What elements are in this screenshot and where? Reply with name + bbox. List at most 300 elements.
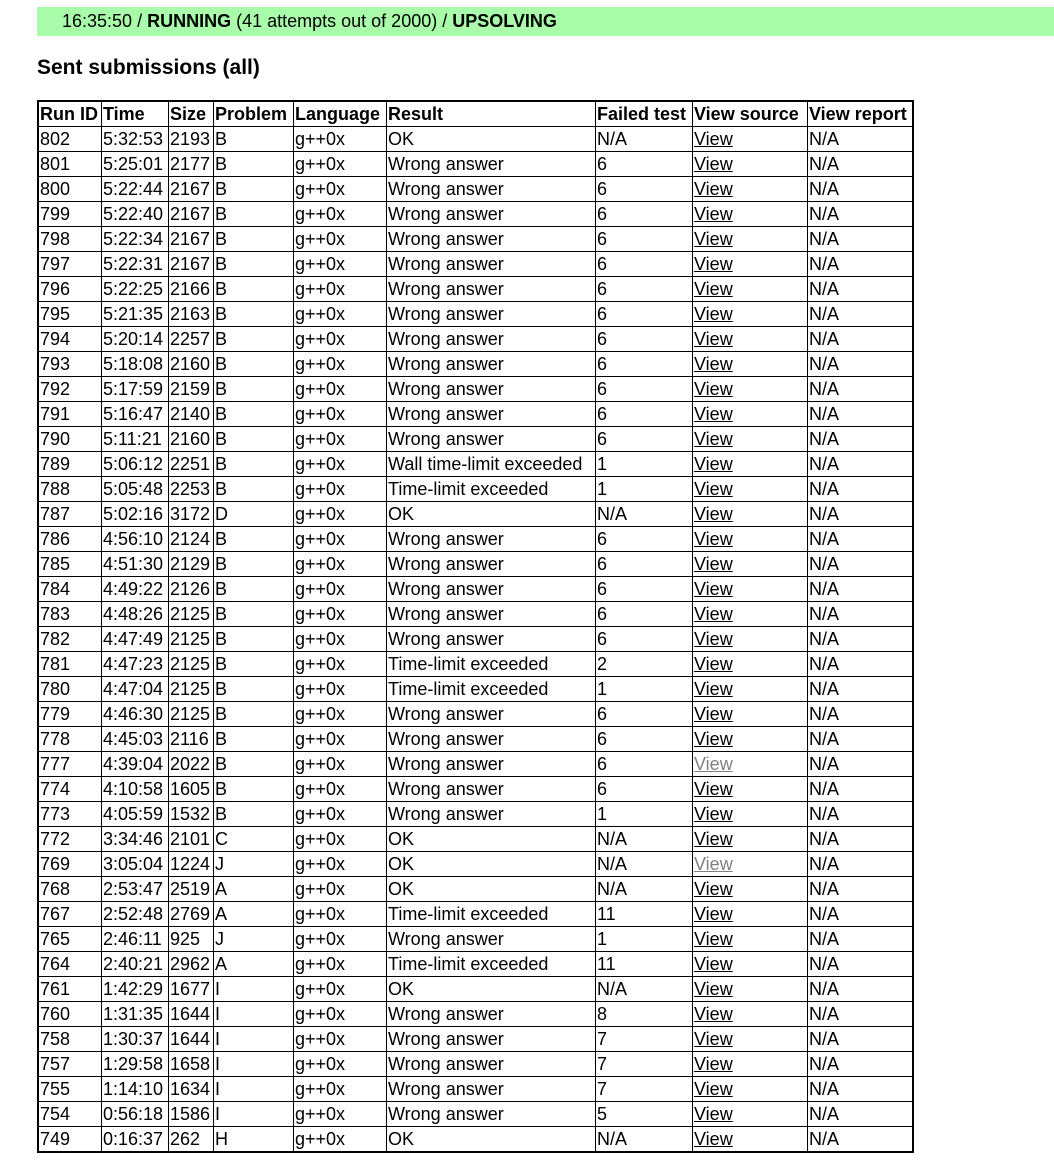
cell-view-source [693, 302, 808, 327]
table-row [38, 1127, 913, 1153]
cell-size: 2519 [169, 877, 214, 902]
table-row [38, 277, 913, 302]
cell-view-report: N/A [808, 177, 914, 202]
cell-view-source [693, 1027, 808, 1052]
cell-failed-test: 6 [596, 552, 693, 577]
view-source-link[interactable]: View [694, 754, 733, 774]
cell-view-source [693, 852, 808, 877]
cell-language: g++0x [294, 302, 387, 327]
cell-view-report: N/A [808, 1102, 914, 1127]
cell-failed-test: 6 [596, 252, 693, 277]
view-source-link[interactable]: View [694, 329, 733, 349]
cell-view-source [693, 452, 808, 477]
contest-status-bar [37, 7, 1054, 36]
cell-run-id: 774 [38, 777, 102, 802]
cell-size: 2160 [169, 352, 214, 377]
cell-result: OK [387, 852, 596, 877]
cell-result: Wrong answer [387, 177, 596, 202]
table-row [38, 602, 913, 627]
header-failed-test: Failed test [596, 101, 693, 127]
view-source-link[interactable]: View [694, 179, 733, 199]
cell-problem: C [214, 827, 294, 852]
cell-language: g++0x [294, 527, 387, 552]
table-row [38, 627, 913, 652]
cell-result: Wall time-limit exceeded [387, 452, 596, 477]
cell-view-source [693, 527, 808, 552]
cell-run-id: 781 [38, 652, 102, 677]
cell-problem: I [214, 1077, 294, 1102]
cell-run-id: 772 [38, 827, 102, 852]
cell-run-id: 757 [38, 1052, 102, 1077]
cell-time: 1:30:37 [102, 1027, 169, 1052]
cell-language: g++0x [294, 377, 387, 402]
cell-problem: B [214, 702, 294, 727]
table-row [38, 202, 913, 227]
cell-language: g++0x [294, 852, 387, 877]
view-source-link[interactable]: View [694, 529, 733, 549]
cell-view-report: N/A [808, 677, 914, 702]
cell-run-id: 768 [38, 877, 102, 902]
cell-run-id: 785 [38, 552, 102, 577]
cell-run-id: 797 [38, 252, 102, 277]
cell-result: Wrong answer [387, 777, 596, 802]
cell-result: Time-limit exceeded [387, 677, 596, 702]
view-source-link[interactable]: View [694, 129, 733, 149]
table-row [38, 952, 913, 977]
cell-view-report: N/A [808, 552, 914, 577]
cell-run-id: 787 [38, 502, 102, 527]
cell-problem: B [214, 202, 294, 227]
cell-problem: B [214, 777, 294, 802]
table-row [38, 177, 913, 202]
table-row [38, 252, 913, 277]
cell-result: Wrong answer [387, 1077, 596, 1102]
cell-failed-test: 7 [596, 1052, 693, 1077]
cell-time: 4:47:49 [102, 627, 169, 652]
cell-failed-test: N/A [596, 1127, 693, 1153]
cell-problem: B [214, 652, 294, 677]
cell-language: g++0x [294, 402, 387, 427]
cell-run-id: 779 [38, 702, 102, 727]
cell-run-id: 783 [38, 602, 102, 627]
cell-failed-test: N/A [596, 827, 693, 852]
cell-run-id: 773 [38, 802, 102, 827]
cell-failed-test: 6 [596, 427, 693, 452]
cell-view-report: N/A [808, 377, 914, 402]
cell-problem: B [214, 352, 294, 377]
cell-language: g++0x [294, 827, 387, 852]
cell-failed-test: 6 [596, 177, 693, 202]
view-source-link[interactable]: View [694, 979, 733, 999]
table-row [38, 577, 913, 602]
view-source-link[interactable]: View [694, 554, 733, 574]
table-row [38, 727, 913, 752]
cell-problem: B [214, 452, 294, 477]
cell-view-source [693, 427, 808, 452]
cell-language: g++0x [294, 702, 387, 727]
cell-size: 2253 [169, 477, 214, 502]
cell-result: Wrong answer [387, 527, 596, 552]
cell-time: 5:25:01 [102, 152, 169, 177]
view-source-link[interactable]: View [694, 954, 733, 974]
cell-failed-test: 11 [596, 952, 693, 977]
cell-problem: A [214, 902, 294, 927]
table-row [38, 827, 913, 852]
table-row [38, 1052, 913, 1077]
cell-run-id: 792 [38, 377, 102, 402]
cell-size: 3172 [169, 502, 214, 527]
cell-result: Wrong answer [387, 627, 596, 652]
view-source-link[interactable]: View [694, 1054, 733, 1074]
view-source-link[interactable]: View [694, 779, 733, 799]
cell-size: 1586 [169, 1102, 214, 1127]
cell-run-id: 755 [38, 1077, 102, 1102]
cell-view-report: N/A [808, 227, 914, 252]
cell-result: OK [387, 977, 596, 1002]
view-source-link[interactable]: View [694, 404, 733, 424]
cell-failed-test: 1 [596, 477, 693, 502]
cell-result: Wrong answer [387, 552, 596, 577]
cell-view-source [693, 477, 808, 502]
cell-language: g++0x [294, 927, 387, 952]
cell-language: g++0x [294, 177, 387, 202]
table-row [38, 302, 913, 327]
view-source-link[interactable]: View [694, 904, 733, 924]
cell-result: Wrong answer [387, 402, 596, 427]
cell-result: Wrong answer [387, 1002, 596, 1027]
cell-view-source [693, 577, 808, 602]
cell-result: OK [387, 502, 596, 527]
cell-language: g++0x [294, 277, 387, 302]
cell-run-id: 778 [38, 727, 102, 752]
cell-run-id: 794 [38, 327, 102, 352]
cell-view-report: N/A [808, 952, 914, 977]
cell-view-report: N/A [808, 127, 914, 152]
view-source-link[interactable]: View [694, 1004, 733, 1024]
view-source-link[interactable]: View [694, 1029, 733, 1049]
cell-run-id: 767 [38, 902, 102, 927]
cell-view-source [693, 927, 808, 952]
cell-time: 2:40:21 [102, 952, 169, 977]
cell-size: 2166 [169, 277, 214, 302]
cell-result: Wrong answer [387, 1102, 596, 1127]
cell-view-source [693, 552, 808, 577]
cell-run-id: 764 [38, 952, 102, 977]
cell-size: 1644 [169, 1002, 214, 1027]
cell-time: 1:14:10 [102, 1077, 169, 1102]
cell-problem: B [214, 677, 294, 702]
table-row [38, 452, 913, 477]
cell-failed-test: 6 [596, 627, 693, 652]
view-source-link[interactable]: View [694, 854, 733, 874]
cell-view-report: N/A [808, 427, 914, 452]
cell-view-source [693, 202, 808, 227]
cell-failed-test: 2 [596, 652, 693, 677]
attempts-count: (41 attempts out of 2000) [231, 11, 438, 31]
cell-problem: B [214, 802, 294, 827]
cell-view-source [693, 752, 808, 777]
cell-time: 3:05:04 [102, 852, 169, 877]
cell-problem: D [214, 502, 294, 527]
header-run-id: Run ID [38, 101, 102, 127]
view-source-link[interactable]: View [694, 829, 733, 849]
cell-problem: I [214, 1027, 294, 1052]
view-source-link[interactable]: View [694, 629, 733, 649]
cell-run-id: 769 [38, 852, 102, 877]
view-source-link[interactable]: View [694, 229, 733, 249]
cell-failed-test: 6 [596, 327, 693, 352]
cell-language: g++0x [294, 652, 387, 677]
cell-view-report: N/A [808, 352, 914, 377]
cell-failed-test: 6 [596, 752, 693, 777]
cell-time: 2:53:47 [102, 877, 169, 902]
cell-view-report: N/A [808, 877, 914, 902]
view-source-link[interactable]: View [694, 254, 733, 274]
cell-view-source [693, 727, 808, 752]
cell-view-report: N/A [808, 627, 914, 652]
view-source-link[interactable]: View [694, 454, 733, 474]
header-problem: Problem [214, 101, 294, 127]
view-source-link[interactable]: View [694, 804, 733, 824]
view-source-link[interactable]: View [694, 729, 733, 749]
cell-view-report: N/A [808, 1002, 914, 1027]
cell-view-source [693, 827, 808, 852]
view-source-link[interactable]: View [694, 704, 733, 724]
cell-view-report: N/A [808, 727, 914, 752]
table-row [38, 127, 913, 152]
cell-view-source [693, 877, 808, 902]
cell-result: Wrong answer [387, 202, 596, 227]
cell-view-source [693, 602, 808, 627]
cell-view-source [693, 677, 808, 702]
cell-view-source [693, 1102, 808, 1127]
view-source-link[interactable]: View [694, 379, 733, 399]
cell-view-source [693, 127, 808, 152]
cell-problem: B [214, 327, 294, 352]
view-source-link[interactable]: View [694, 929, 733, 949]
cell-problem: B [214, 177, 294, 202]
cell-run-id: 788 [38, 477, 102, 502]
cell-result: Wrong answer [387, 927, 596, 952]
cell-problem: I [214, 977, 294, 1002]
cell-language: g++0x [294, 627, 387, 652]
cell-failed-test: 6 [596, 602, 693, 627]
cell-time: 4:49:22 [102, 577, 169, 602]
view-source-link[interactable]: View [694, 429, 733, 449]
cell-view-source [693, 652, 808, 677]
cell-time: 5:22:34 [102, 227, 169, 252]
view-source-link[interactable]: View [694, 504, 733, 524]
cell-result: OK [387, 1127, 596, 1153]
cell-view-source [693, 152, 808, 177]
view-source-link[interactable]: View [694, 479, 733, 499]
cell-time: 5:22:25 [102, 277, 169, 302]
cell-view-report: N/A [808, 577, 914, 602]
cell-view-source [693, 777, 808, 802]
cell-size: 1224 [169, 852, 214, 877]
cell-time: 5:06:12 [102, 452, 169, 477]
cell-language: g++0x [294, 477, 387, 502]
table-row [38, 327, 913, 352]
cell-result: Wrong answer [387, 1052, 596, 1077]
cell-problem: I [214, 1002, 294, 1027]
cell-time: 5:20:14 [102, 327, 169, 352]
table-row [38, 877, 913, 902]
cell-view-report: N/A [808, 452, 914, 477]
view-source-link[interactable]: View [694, 279, 733, 299]
view-source-link[interactable]: View [694, 679, 733, 699]
table-row [38, 552, 913, 577]
cell-view-report: N/A [808, 152, 914, 177]
view-source-link[interactable]: View [694, 654, 733, 674]
cell-problem: B [214, 127, 294, 152]
cell-language: g++0x [294, 1102, 387, 1127]
cell-view-source [693, 952, 808, 977]
table-row [38, 752, 913, 777]
cell-view-source [693, 177, 808, 202]
cell-view-source [693, 352, 808, 377]
view-source-link[interactable]: View [694, 1104, 733, 1124]
cell-failed-test: 6 [596, 227, 693, 252]
table-row [38, 527, 913, 552]
cell-time: 5:21:35 [102, 302, 169, 327]
cell-time: 5:05:48 [102, 477, 169, 502]
cell-problem: B [214, 152, 294, 177]
cell-failed-test: N/A [596, 877, 693, 902]
cell-time: 5:02:16 [102, 502, 169, 527]
cell-result: Wrong answer [387, 377, 596, 402]
cell-view-source [693, 802, 808, 827]
cell-size: 925 [169, 927, 214, 952]
cell-size: 2167 [169, 202, 214, 227]
cell-run-id: 786 [38, 527, 102, 552]
cell-size: 2125 [169, 677, 214, 702]
table-header-row [38, 101, 913, 127]
cell-size: 2769 [169, 902, 214, 927]
cell-language: g++0x [294, 1127, 387, 1153]
cell-failed-test: 6 [596, 202, 693, 227]
cell-failed-test: 6 [596, 527, 693, 552]
cell-time: 0:16:37 [102, 1127, 169, 1153]
view-source-link[interactable]: View [694, 304, 733, 324]
cell-view-report: N/A [808, 852, 914, 877]
cell-view-source [693, 1002, 808, 1027]
cell-view-report: N/A [808, 652, 914, 677]
cell-failed-test: 6 [596, 277, 693, 302]
cell-language: g++0x [294, 127, 387, 152]
cell-time: 5:16:47 [102, 402, 169, 427]
view-source-link[interactable]: View [694, 1129, 733, 1149]
cell-result: Wrong answer [387, 277, 596, 302]
cell-problem: H [214, 1127, 294, 1153]
cell-view-report: N/A [808, 827, 914, 852]
cell-failed-test: 6 [596, 727, 693, 752]
cell-time: 2:46:11 [102, 927, 169, 952]
view-source-link[interactable]: View [694, 604, 733, 624]
cell-size: 2116 [169, 727, 214, 752]
view-source-link[interactable]: View [694, 154, 733, 174]
cell-failed-test: 1 [596, 677, 693, 702]
cell-language: g++0x [294, 1002, 387, 1027]
cell-view-report: N/A [808, 927, 914, 952]
cell-failed-test: N/A [596, 852, 693, 877]
table-row [38, 1027, 913, 1052]
table-row [38, 427, 913, 452]
cell-size: 2124 [169, 527, 214, 552]
cell-size: 1644 [169, 1027, 214, 1052]
cell-run-id: 800 [38, 177, 102, 202]
cell-view-report: N/A [808, 477, 914, 502]
cell-result: Wrong answer [387, 802, 596, 827]
cell-language: g++0x [294, 727, 387, 752]
cell-view-report: N/A [808, 1077, 914, 1102]
cell-run-id: 790 [38, 427, 102, 452]
cell-view-source [693, 327, 808, 352]
cell-view-report: N/A [808, 702, 914, 727]
header-size: Size [169, 101, 214, 127]
cell-problem: B [214, 427, 294, 452]
view-source-link[interactable]: View [694, 204, 733, 224]
cell-language: g++0x [294, 427, 387, 452]
table-row [38, 977, 913, 1002]
table-row [38, 802, 913, 827]
cell-language: g++0x [294, 877, 387, 902]
view-source-link[interactable]: View [694, 1079, 733, 1099]
view-source-link[interactable]: View [694, 879, 733, 899]
cell-view-report: N/A [808, 602, 914, 627]
table-row [38, 152, 913, 177]
cell-view-source [693, 902, 808, 927]
cell-view-report: N/A [808, 777, 914, 802]
cell-failed-test: 11 [596, 902, 693, 927]
cell-problem: I [214, 1102, 294, 1127]
cell-problem: A [214, 952, 294, 977]
cell-language: g++0x [294, 252, 387, 277]
cell-language: g++0x [294, 802, 387, 827]
cell-run-id: 798 [38, 227, 102, 252]
view-source-link[interactable]: View [694, 579, 733, 599]
contest-state: RUNNING [147, 11, 232, 31]
table-row [38, 902, 913, 927]
cell-run-id: 780 [38, 677, 102, 702]
table-row [38, 1102, 913, 1127]
cell-result: Wrong answer [387, 577, 596, 602]
cell-view-report: N/A [808, 752, 914, 777]
cell-time: 5:18:08 [102, 352, 169, 377]
cell-failed-test: 6 [596, 152, 693, 177]
cell-size: 2167 [169, 227, 214, 252]
cell-time: 4:10:58 [102, 777, 169, 802]
cell-language: g++0x [294, 227, 387, 252]
cell-time: 4:05:59 [102, 802, 169, 827]
cell-failed-test: 6 [596, 702, 693, 727]
header-view-report: View report [808, 101, 914, 127]
cell-language: g++0x [294, 902, 387, 927]
table-row [38, 777, 913, 802]
cell-run-id: 765 [38, 927, 102, 952]
cell-language: g++0x [294, 1077, 387, 1102]
cell-time: 4:51:30 [102, 552, 169, 577]
cell-time: 5:17:59 [102, 377, 169, 402]
cell-run-id: 791 [38, 402, 102, 427]
cell-problem: B [214, 752, 294, 777]
cell-run-id: 802 [38, 127, 102, 152]
view-source-link[interactable]: View [694, 354, 733, 374]
cell-result: Wrong answer [387, 302, 596, 327]
cell-language: g++0x [294, 777, 387, 802]
table-row [38, 502, 913, 527]
cell-language: g++0x [294, 1052, 387, 1077]
